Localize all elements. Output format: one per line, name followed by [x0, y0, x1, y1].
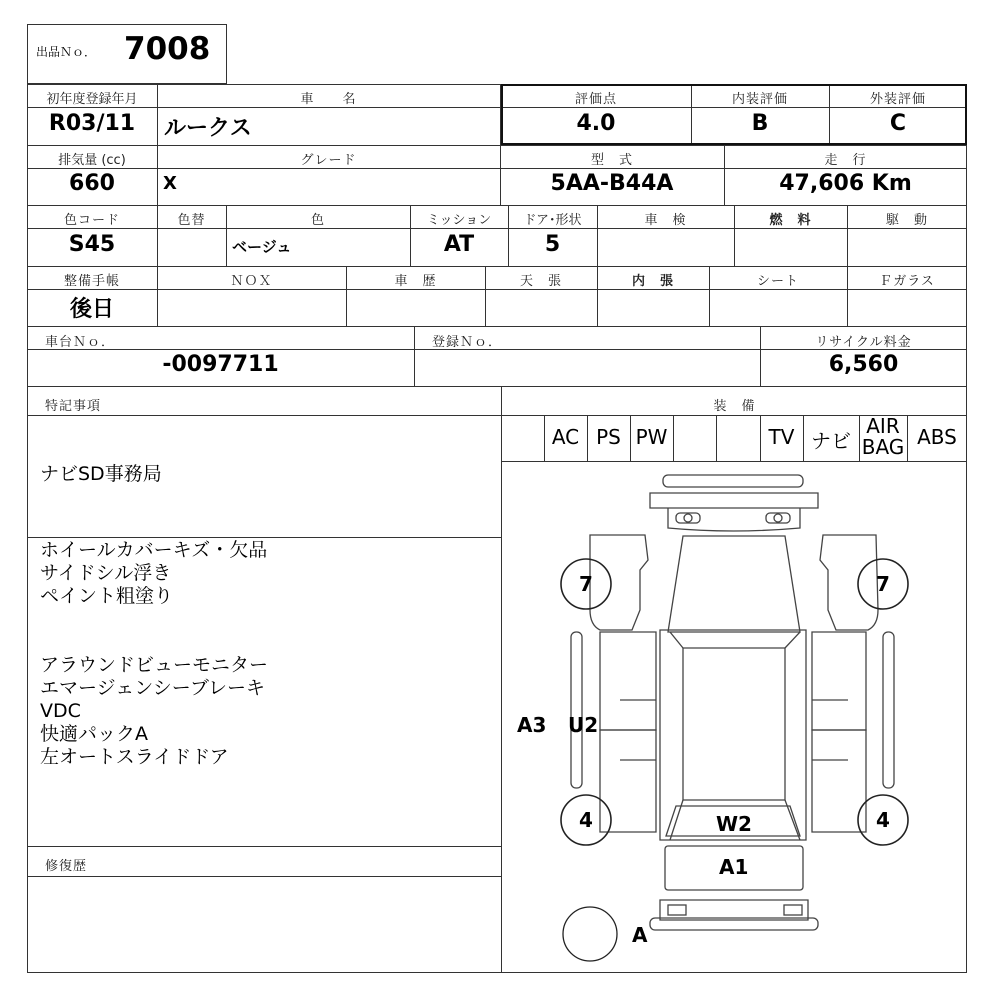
spare-tire — [563, 907, 617, 961]
tire-rear-left-value: 4 — [579, 808, 593, 832]
tire-front-right-value: 7 — [876, 572, 890, 596]
grid-line — [27, 326, 967, 327]
grid-line — [27, 537, 502, 538]
exterior-score-label: 外装評価 — [869, 92, 926, 107]
grade: X — [163, 173, 177, 194]
ceiling-label: 天 張 — [519, 274, 562, 289]
nox-label: ＮＯＸ — [230, 274, 273, 289]
color-code: S45 — [68, 232, 116, 257]
equipment-pw: PW — [635, 425, 668, 449]
drive-label: 駆 動 — [885, 213, 928, 228]
mileage: 47,606 Km — [779, 171, 912, 196]
grid-line — [27, 228, 967, 229]
equipment-abs: ABS — [917, 425, 957, 449]
rear-bumper — [660, 900, 808, 920]
damage-mark-sill: U2 — [568, 713, 599, 737]
model-code: 5AA-B44A — [550, 171, 674, 196]
transmission: AT — [443, 232, 475, 257]
doors: 5 — [544, 232, 561, 257]
first-registration-label: 初年度登録年月 — [46, 92, 138, 107]
displacement-label: 排気量 (cc) — [58, 153, 126, 168]
door-label: ドア･形状 — [523, 213, 582, 228]
front-bumper-strip — [663, 475, 803, 487]
damage-mark-rear-bumper: A — [632, 923, 648, 947]
front-grille — [668, 508, 800, 531]
car-name-label: 車 名 — [300, 92, 357, 107]
front-bumper — [650, 493, 818, 508]
color-code-label: 色コード — [63, 213, 120, 228]
windshield — [668, 536, 800, 632]
seat-label: シート — [756, 274, 799, 289]
tire-front-left-value: 7 — [579, 572, 593, 596]
interior-score-label: 内装評価 — [731, 92, 788, 107]
lot-number-label: 出品Ｎｏ． — [36, 45, 97, 59]
left-front-door — [600, 632, 656, 730]
car-name: ルークス — [164, 116, 252, 141]
grid-line — [27, 205, 967, 206]
recycle-fee-label: リサイクル料金 — [815, 335, 912, 350]
score: 4.0 — [576, 111, 616, 136]
equipment-navi: ナビ — [811, 429, 851, 453]
equipment-airbag: AIR BAG — [861, 414, 905, 459]
vehicle-history-label: 車 歴 — [394, 274, 437, 289]
fuel-label: 燃 料 — [769, 213, 812, 228]
remarks-text-1: ナビSD事務局 — [40, 463, 162, 485]
lot-number-box — [27, 24, 227, 84]
transmission-label: ミッション — [426, 213, 492, 228]
mileage-label: 走 行 — [824, 153, 867, 168]
interior-trim-label: 内 張 — [631, 274, 674, 289]
recycle-fee: 6,560 — [828, 352, 899, 377]
remarks-text-2: ホイールカバーキズ・欠品 サイドシル浮き ペイント粗塗り アラウンドビューモニター エマージェンシーブレーキ VDC 快適パックA 左オートスライドドア — [40, 539, 269, 768]
color: ベージュ — [232, 238, 292, 256]
damage-mark-rear-hatch: A1 — [719, 855, 749, 879]
registration-number-label: 登録Ｎｏ． — [432, 335, 503, 350]
lot-number: 7008 — [124, 31, 211, 67]
damage-mark-side: A3 — [517, 713, 547, 737]
interior-score: B — [751, 111, 769, 136]
grid-line — [27, 266, 967, 267]
grid-line — [27, 168, 967, 169]
equipment-tv: TV — [768, 425, 795, 449]
roof-panel — [683, 648, 785, 800]
chassis-number-label: 車台Ｎｏ． — [45, 335, 116, 350]
grid-line — [27, 289, 967, 290]
grid-line — [27, 145, 967, 146]
left-side-sill — [571, 632, 582, 788]
maintenance-record: 後日 — [69, 297, 114, 322]
remarks-label: 特記事項 — [45, 399, 102, 414]
grid-line — [27, 386, 967, 387]
damage-mark-rear-glass: W2 — [716, 812, 752, 836]
right-front-door — [812, 632, 866, 730]
grid-line — [27, 415, 967, 416]
exterior-score: C — [889, 111, 907, 136]
score-label: 評価点 — [574, 92, 617, 107]
equipment-label: 装 備 — [713, 399, 756, 414]
equipment-ps: PS — [596, 425, 621, 449]
grid-line — [27, 846, 502, 847]
displacement: 660 — [69, 171, 115, 196]
roof-outline — [660, 630, 806, 840]
right-side-sill — [883, 632, 894, 788]
repair-history-label: 修復歴 — [45, 859, 88, 874]
repaint-label: 色替 — [177, 213, 206, 228]
maintenance-record-label: 整備手帳 — [63, 274, 120, 289]
grid-line — [27, 876, 502, 877]
equipment-ac: AC — [551, 425, 580, 449]
grade-label: グレード — [300, 153, 357, 168]
inspection-label: 車 検 — [644, 213, 687, 228]
first-registration: R03/11 — [48, 111, 136, 136]
front-glass-label: Ｆガラス — [879, 274, 935, 289]
model-label: 型 式 — [590, 153, 633, 168]
tire-rear-right-value: 4 — [876, 808, 890, 832]
chassis-number: -0097711 — [162, 352, 279, 377]
color-label: 色 — [310, 213, 325, 228]
